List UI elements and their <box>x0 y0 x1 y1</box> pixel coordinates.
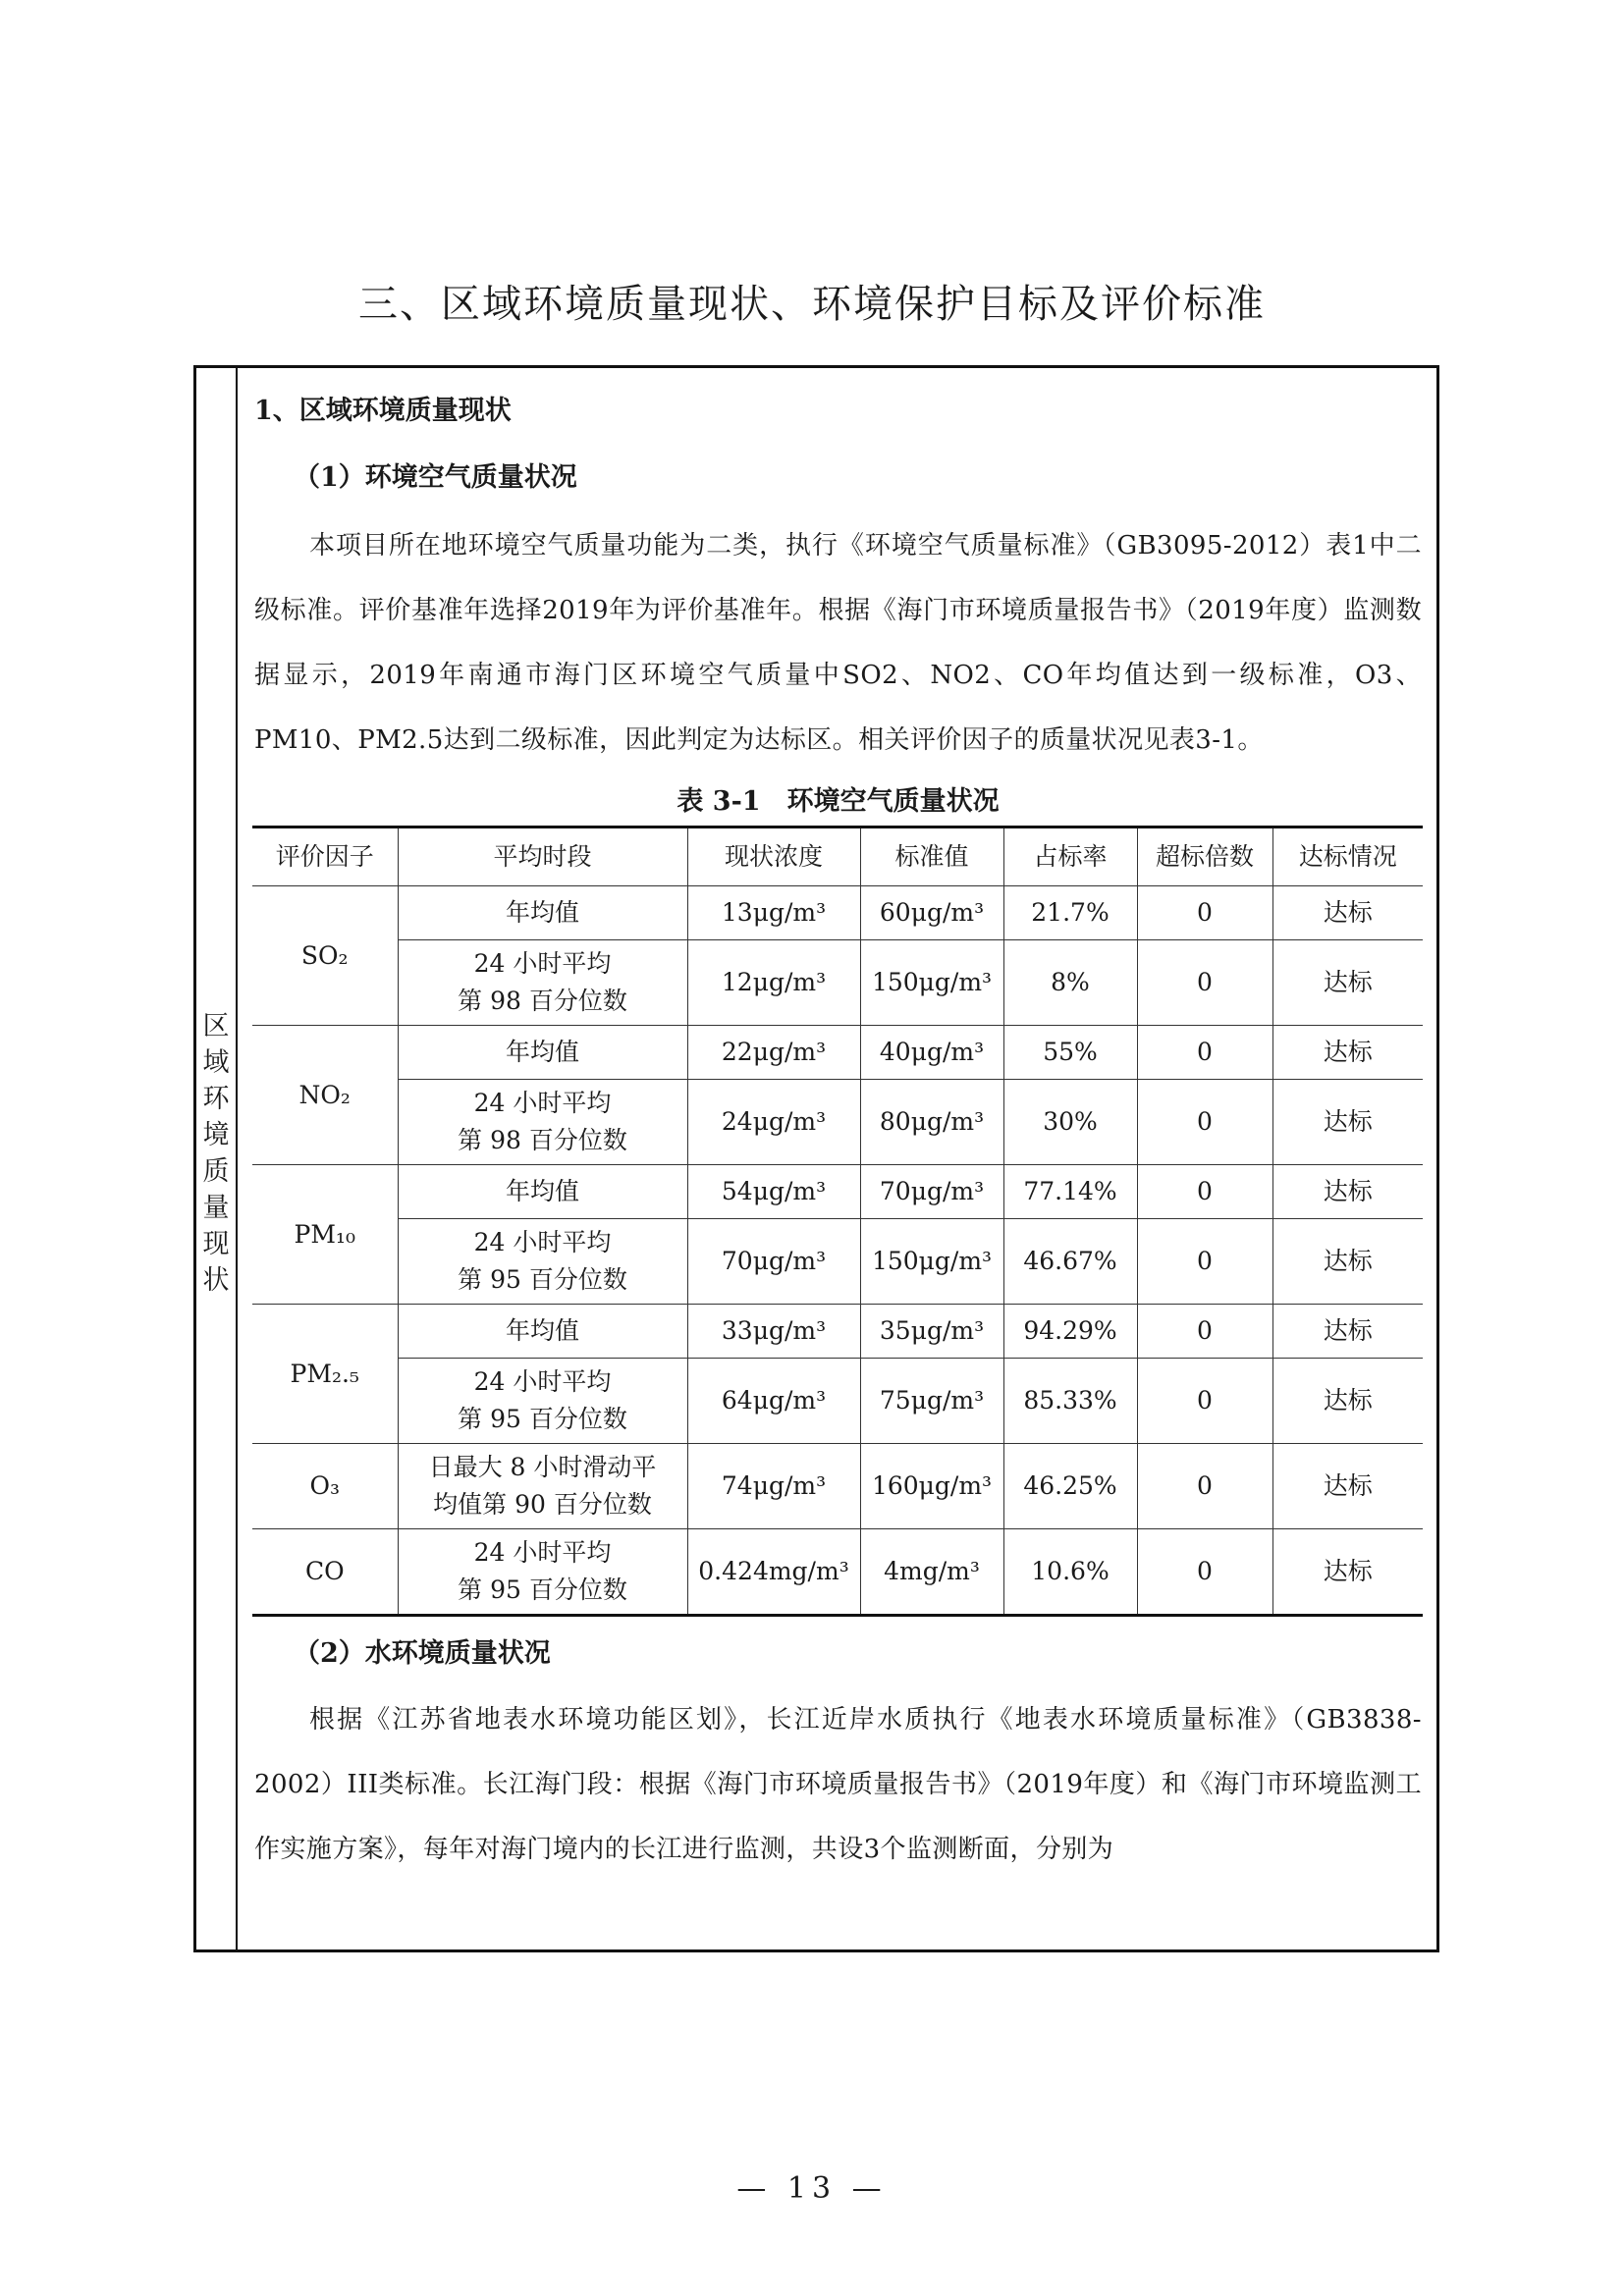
concentration-cell: 13μg/m³ <box>687 886 860 940</box>
status-cell: 达标 <box>1272 1080 1423 1165</box>
air-quality-paragraph: 本项目所在地环境空气质量功能为二类，执行《环境空气质量标准》（GB3095-2012）表1中二级标准。评价基准年选择2019年为评价基准年。根据《海门市环境质量报告书》（2019年度）监测数据显示，2019年南通市海门区环境空气质量中SO2、NO2、CO年均值达到一级标准，O3、PM10、PM2.5达到二级标准，因此判定为达标区。相关评价因子的质量状况见表3-1。 <box>254 531 1422 755</box>
standard-cell: 70μg/m³ <box>860 1165 1003 1219</box>
status-cell: 达标 <box>1272 1305 1423 1359</box>
ratio-cell: 55% <box>1003 1026 1137 1080</box>
exceed-cell: 0 <box>1137 886 1272 940</box>
table-row <box>252 1359 1423 1444</box>
subsection-water-heading: （2）水环境质量状况 <box>294 1638 551 1669</box>
standard-cell: 35μg/m³ <box>860 1305 1003 1359</box>
ratio-cell: 85.33% <box>1003 1359 1137 1444</box>
status-cell: 达标 <box>1272 1165 1423 1219</box>
standard-cell: 80μg/m³ <box>860 1080 1003 1165</box>
status-cell: 达标 <box>1272 1529 1423 1616</box>
concentration-cell: 64μg/m³ <box>687 1359 860 1444</box>
header-factor: 评价因子 <box>252 828 398 886</box>
status-cell: 达标 <box>1272 1219 1423 1305</box>
concentration-cell: 24μg/m³ <box>687 1080 860 1165</box>
period-cell: 日最大 8 小时滑动平 均值第 90 百分位数 <box>398 1444 687 1529</box>
table-row <box>252 1529 1423 1616</box>
content-area <box>254 392 1422 1882</box>
standard-cell: 160μg/m³ <box>860 1444 1003 1529</box>
concentration-cell: 0.424mg/m³ <box>687 1529 860 1616</box>
content-frame <box>193 365 1439 1952</box>
concentration-cell: 74μg/m³ <box>687 1444 860 1529</box>
subsection-air-heading: （1）环境空气质量状况 <box>294 462 577 493</box>
standard-cell: 4mg/m³ <box>860 1529 1003 1616</box>
table-row <box>252 886 1423 940</box>
table-header-row <box>252 828 1423 886</box>
status-cell: 达标 <box>1272 1026 1423 1080</box>
section-heading: 1、区域环境质量现状 <box>254 396 512 426</box>
table-row <box>252 1219 1423 1305</box>
ratio-cell: 94.29% <box>1003 1305 1137 1359</box>
exceed-cell: 0 <box>1137 1219 1272 1305</box>
standard-cell: 150μg/m³ <box>860 940 1003 1026</box>
period-cell: 年均值 <box>398 1026 687 1080</box>
factor-cell: O₃ <box>252 1444 398 1529</box>
ratio-cell: 46.67% <box>1003 1219 1137 1305</box>
status-cell: 达标 <box>1272 886 1423 940</box>
water-quality-paragraph: 根据《江苏省地表水环境功能区划》，长江近岸水质执行《地表水环境质量标准》（GB3838-2002）III类标准。长江海门段：根据《海门市环境质量报告书》（2019年度）和《海门市环境监测工作实施方案》，每年对海门境内的长江进行监测，共设3个监测断面，分别为 <box>254 1705 1422 1864</box>
concentration-cell: 12μg/m³ <box>687 940 860 1026</box>
period-cell: 24 小时平均 第 98 百分位数 <box>398 1080 687 1165</box>
ratio-cell: 8% <box>1003 940 1137 1026</box>
exceed-cell: 0 <box>1137 1080 1272 1165</box>
table-row <box>252 940 1423 1026</box>
table-row <box>252 1026 1423 1080</box>
exceed-cell: 0 <box>1137 1529 1272 1616</box>
ratio-cell: 77.14% <box>1003 1165 1137 1219</box>
header-exceed: 超标倍数 <box>1137 828 1272 886</box>
header-standard: 标准值 <box>860 828 1003 886</box>
table-row <box>252 1305 1423 1359</box>
header-ratio: 占标率 <box>1003 828 1137 886</box>
ratio-cell: 30% <box>1003 1080 1137 1165</box>
concentration-cell: 70μg/m³ <box>687 1219 860 1305</box>
table-caption: 表 3-1 环境空气质量状况 <box>677 786 1000 817</box>
table-row <box>252 1165 1423 1219</box>
factor-cell: PM₂.₅ <box>252 1305 398 1444</box>
side-label: 区域环境质量现状 <box>202 1011 230 1296</box>
standard-cell: 40μg/m³ <box>860 1026 1003 1080</box>
exceed-cell: 0 <box>1137 940 1272 1026</box>
standard-cell: 75μg/m³ <box>860 1359 1003 1444</box>
ratio-cell: 46.25% <box>1003 1444 1137 1529</box>
factor-cell: CO <box>252 1529 398 1616</box>
factor-cell: SO₂ <box>252 886 398 1026</box>
factor-cell: NO₂ <box>252 1026 398 1165</box>
concentration-cell: 54μg/m³ <box>687 1165 860 1219</box>
header-period: 平均时段 <box>398 828 687 886</box>
side-column <box>196 368 238 1949</box>
page-number: — 13 — <box>736 2171 888 2206</box>
standard-cell: 60μg/m³ <box>860 886 1003 940</box>
standard-cell: 150μg/m³ <box>860 1219 1003 1305</box>
period-cell: 24 小时平均 第 98 百分位数 <box>398 940 687 1026</box>
header-status: 达标情况 <box>1272 828 1423 886</box>
concentration-cell: 33μg/m³ <box>687 1305 860 1359</box>
period-cell: 年均值 <box>398 1165 687 1219</box>
page-title: 三、区域环境质量现状、环境保护目标及评价标准 <box>358 282 1266 327</box>
exceed-cell: 0 <box>1137 1305 1272 1359</box>
status-cell: 达标 <box>1272 1359 1423 1444</box>
air-quality-table <box>252 826 1423 1617</box>
status-cell: 达标 <box>1272 940 1423 1026</box>
exceed-cell: 0 <box>1137 1444 1272 1529</box>
table-row <box>252 1444 1423 1529</box>
ratio-cell: 21.7% <box>1003 886 1137 940</box>
period-cell: 年均值 <box>398 1305 687 1359</box>
exceed-cell: 0 <box>1137 1026 1272 1080</box>
exceed-cell: 0 <box>1137 1359 1272 1444</box>
status-cell: 达标 <box>1272 1444 1423 1529</box>
period-cell: 24 小时平均 第 95 百分位数 <box>398 1359 687 1444</box>
header-concentration: 现状浓度 <box>687 828 860 886</box>
period-cell: 年均值 <box>398 886 687 940</box>
ratio-cell: 10.6% <box>1003 1529 1137 1616</box>
factor-cell: PM₁₀ <box>252 1165 398 1305</box>
concentration-cell: 22μg/m³ <box>687 1026 860 1080</box>
period-cell: 24 小时平均 第 95 百分位数 <box>398 1529 687 1616</box>
table-row <box>252 1080 1423 1165</box>
exceed-cell: 0 <box>1137 1165 1272 1219</box>
period-cell: 24 小时平均 第 95 百分位数 <box>398 1219 687 1305</box>
